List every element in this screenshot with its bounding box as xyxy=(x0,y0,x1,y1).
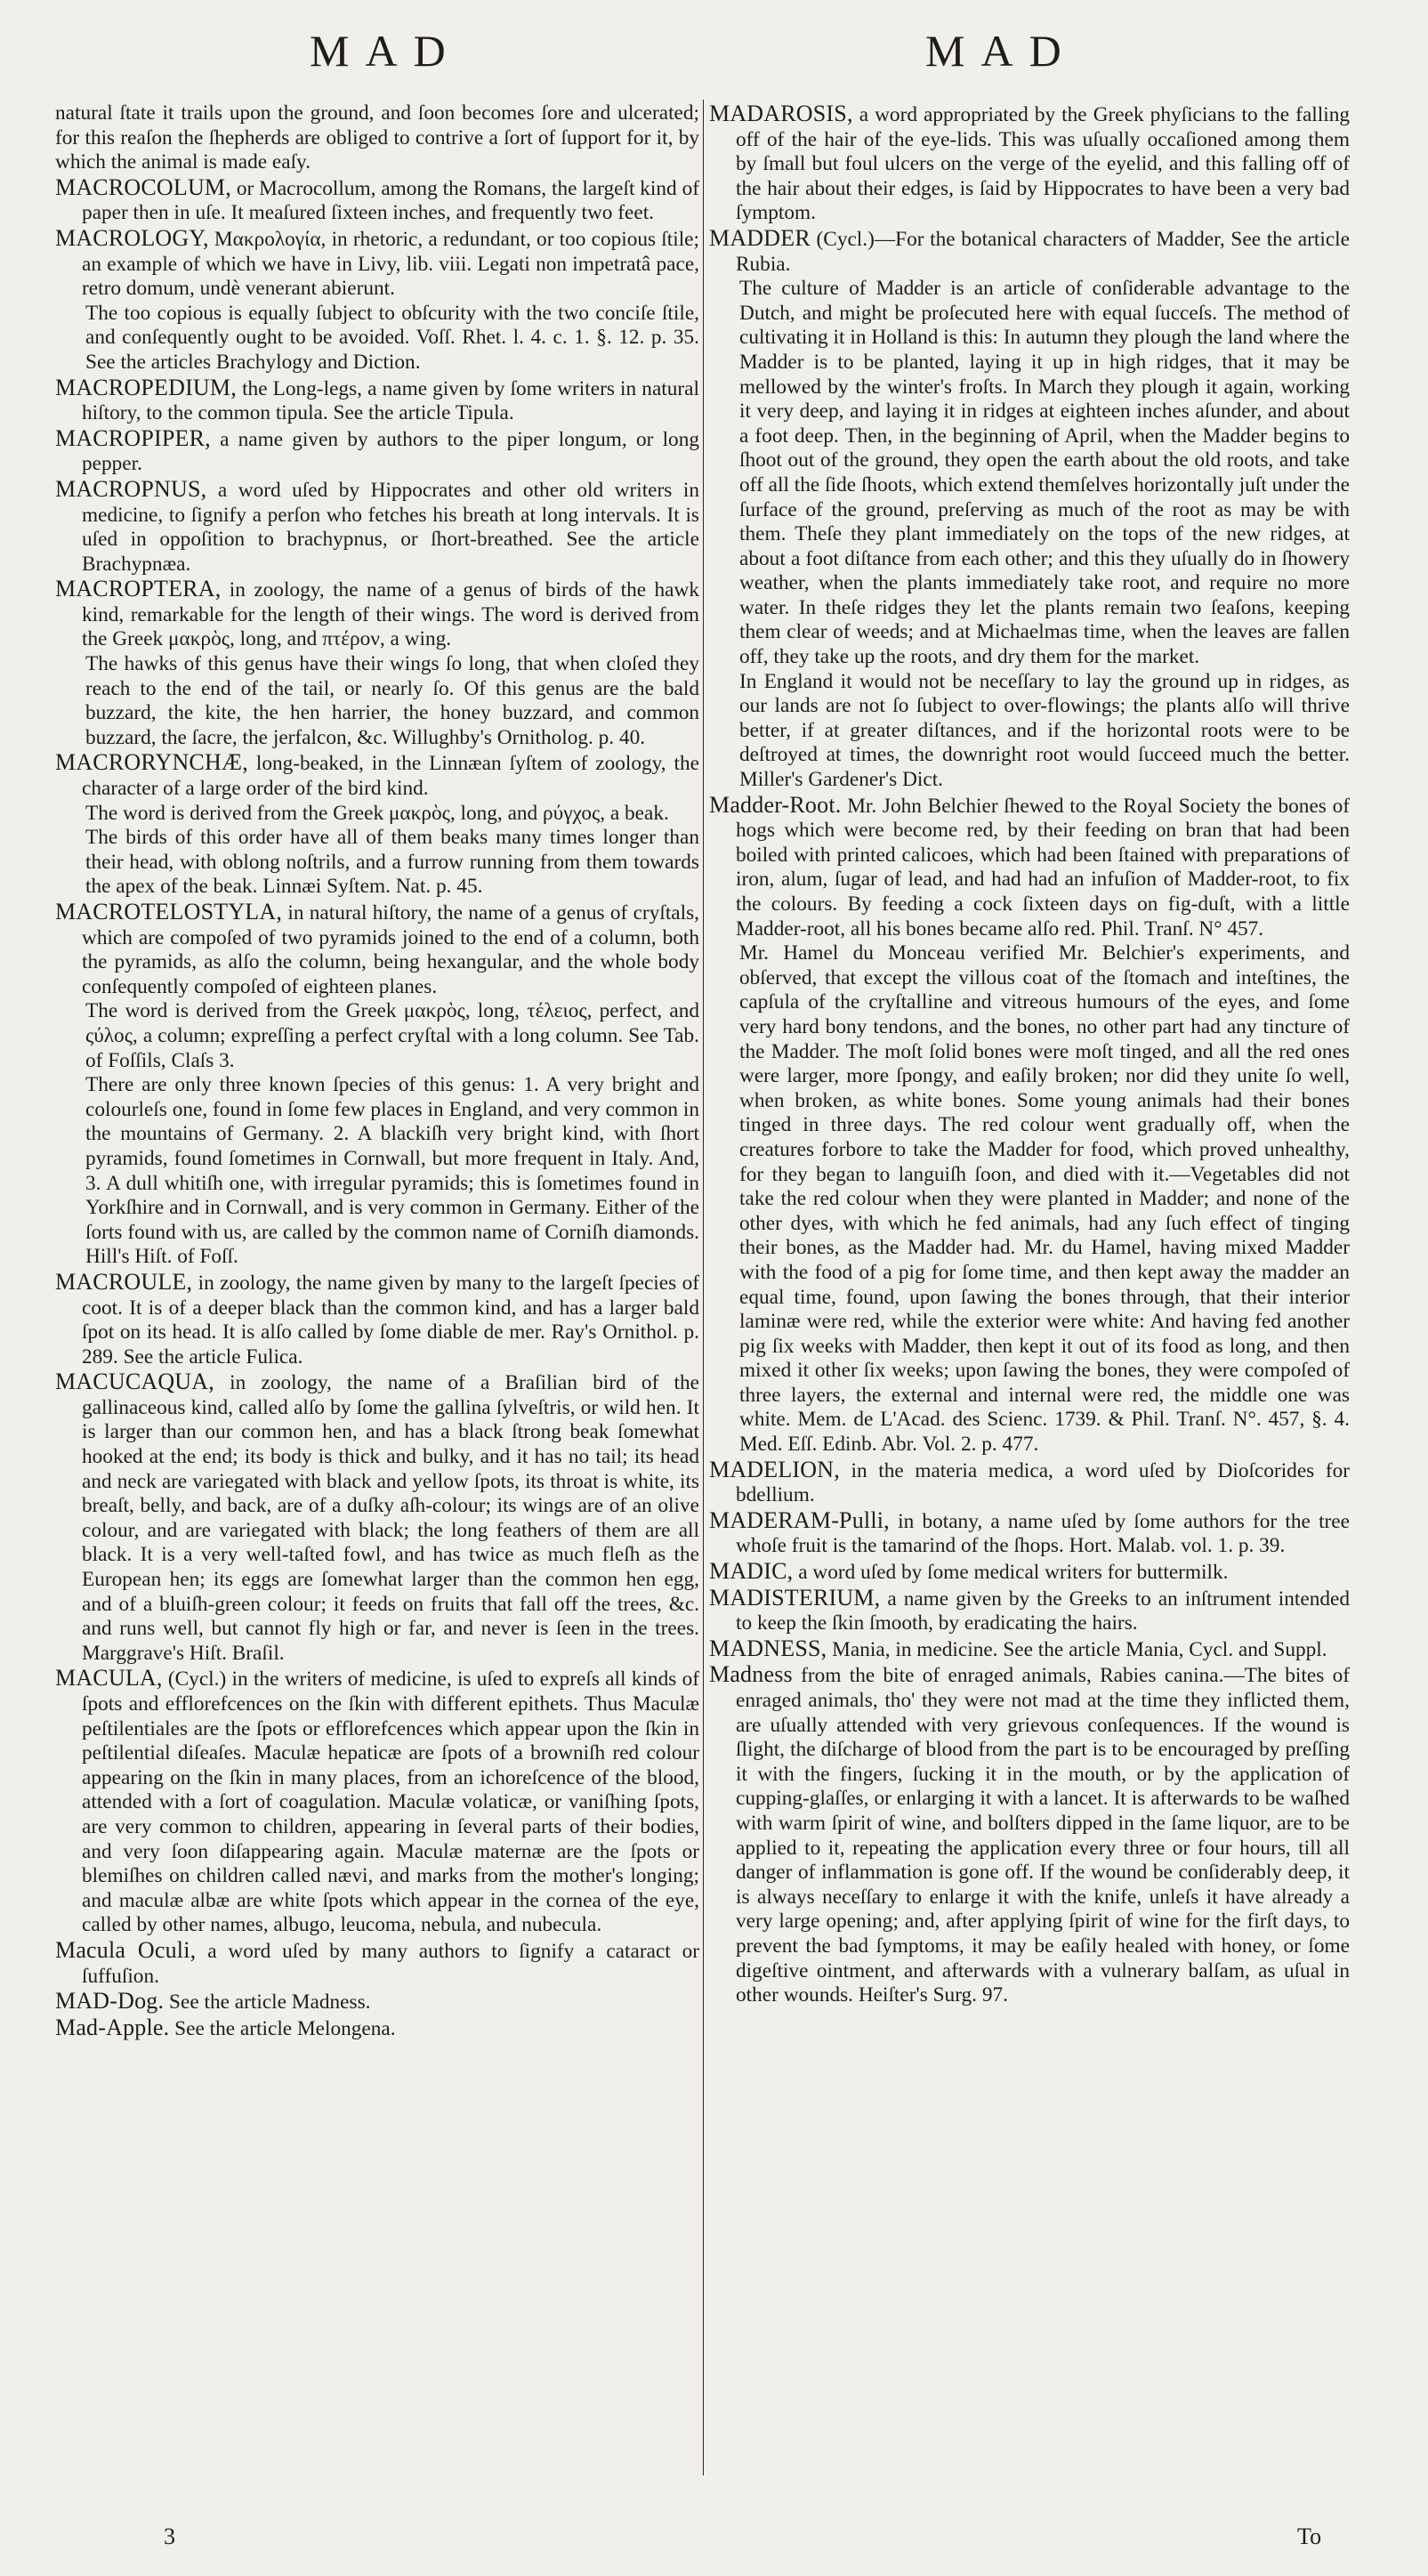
entry-text: in botany, a name uſed by ſome authors for the tree whoſe fruit is the tamarind of the ſhops. Hort. Malab. vol. 1. p. 39. xyxy=(736,1509,1350,1558)
entry-paragraph xyxy=(709,277,1350,670)
entry-text: in natural hiſtory, the name of a genus of cryſtals, which are compoſed of two pyramids joined to the end of a column, both the pyramids, as alſo the column, being hexangular, and the whole body conſequently compoſed of eighteen planes. xyxy=(82,901,699,998)
dictionary-entry xyxy=(55,1989,699,2015)
entry-paragraph xyxy=(709,670,1350,793)
entry-text: in zoology, the name given by many to the largeſt ſpecies of coot. It is of a deeper black than the common kind, and has a larger bald ſpot on its head. It is alſo called by ſome diable de mer. Ray's Ornithol. p. 289. See the article Fulica. xyxy=(82,1271,699,1369)
entry-text: a word uſed by Hippocrates and other old writers in medicine, to ſignify a perſon who fetches his breath at long intervals. It is uſed in oppoſition to brachypnus, or ſhort-breathed. See the article Brachypnæa. xyxy=(82,478,699,576)
dictionary-entry xyxy=(55,1270,699,1369)
entry-text: a name given by the Greeks to an inſtrument intended to keep the ſkin ſmooth, by eradicating the hairs. xyxy=(736,1587,1350,1635)
entry-paragraph xyxy=(55,302,699,375)
entry-text: See the article Madness. xyxy=(164,1991,371,2015)
entry-text: a word uſed by ſome medical writers for buttermilk. xyxy=(793,1561,1229,1585)
page-number: 3 xyxy=(164,2524,175,2549)
entry-text: The hawks of this genus have their wings ſo long, that when cloſed they reach to the end of the tail, or nearly ſo. Of this genus are the bald buzzard, the kite, the hen harrier, the honey buzzard, and common buzzard, the ſacre, the jerfalcon, &c. Willughby's Ornitholog. p. 40. xyxy=(85,652,699,749)
dictionary-entry xyxy=(55,175,699,226)
entry-text: long-beaked, in the Linnæan ſyſtem of zoology, the character of a large order of the bird kind. xyxy=(82,752,699,801)
entry-headword: MADNESS, xyxy=(709,1635,827,1661)
entry-text: There are only three known ſpecies of this genus: 1. A very bright and colourleſs one, found in ſome few places in England, and very common in the mountains of Germany. 2. A blackiſh very bright kind, with ſhort pyramids, found ſometimes in Cornwall, but more frequent in Italy. And, 3. A dull whitiſh one, with irregular pyramids; this is ſometimes found in Yorkſhire and in Cornwall, and is very common in Germany. Either of the ſorts found with us, are called by the common name of Corniſh diamonds. Hill's Hiſt. of Foſſ. xyxy=(85,1073,699,1269)
entry-text: Mr. Hamel du Monceau verified Mr. Belchier's experiments, and obſerved, that except the villous coat of the ſtomach and inteſtines, the capſula of the cryſtalline and vitreous humours of the eyes, and ſome very hard bony tendons, and the bones, no other part had any tincture of the Madder. The moſt ſolid bones were moſt tinged, and all the red ones were larger, more ſpongy, and eaſily broken; nor did they unite ſo well, when broken, as white bones. Some young animals had their bones tinged in three days. The red colour went gradually off, when the creatures forbore to take the Madder for food, which proved unhealthy, for they began to languiſh ſoon, and died with it.—Vegetables did not take the red colour when they were planted in Madder; and none of the other dyes, with which he fed animals, had any ſuch effect of tinging their bones, as the Madder had. Mr. du Hamel, having mixed Madder with the food of a pig for ſome time, and then kept away the madder an equal time, found, upon ſawing the bones through, that their interior laminæ were red, while the exterior were white: And having fed another pig ſix weeks with Madder, then kept it out of its food as long, and then mixed it other ſix weeks; upon ſawing the bones, they were compoſed of three layers, the external and internal were red, the middle one was white. Mem. de L'Acad. des Scienc. 1739. & Phil. Tranſ. N°. 457, §. 4. Med. Eſſ. Edinb. Abr. Vol. 2. p. 477. xyxy=(739,941,1350,1457)
entry-headword: MADIC, xyxy=(709,1558,794,1585)
dictionary-entry xyxy=(55,1938,699,1989)
dictionary-entry xyxy=(55,1369,699,1666)
entry-headword: MACROPTERA, xyxy=(55,576,222,602)
dictionary-entry xyxy=(709,101,1350,226)
entry-headword: MAD-Dog. xyxy=(55,1988,165,2015)
entry-headword: MADERAM-Pulli, xyxy=(709,1506,890,1533)
entry-headword: MACROTELOSTYLA, xyxy=(55,899,283,925)
entry-headword: MADDER xyxy=(709,224,811,251)
entry-text: Mania, in medicine. See the article Mania, Cycl. and Suppl. xyxy=(827,1637,1327,1661)
entry-paragraph xyxy=(55,1073,699,1270)
dictionary-entry xyxy=(55,375,699,426)
entry-headword: MACUCAQUA, xyxy=(55,1369,214,1395)
entry-text: The word is derived from the Greek μακρὸς, long, τέλειος, perfect, and ςύλος, a column; expreſſing a perfect cryſtal with a long column. See Tab. of Foſſils, Claſs 3. xyxy=(85,999,699,1072)
dictionary-entry xyxy=(709,1508,1350,1559)
dictionary-entry xyxy=(709,226,1350,277)
dictionary-entry xyxy=(55,477,699,577)
entry-text: a word uſed by many authors to ſignify a cataract or ſuffuſion. xyxy=(82,1939,700,1988)
entry-text: a word appropriated by the Greek phyſicians to the falling off of the hair of the eye-lids. This was uſually occaſioned among them by ſmall but foul ulcers on the verge of the eyelid, and this falling off of the hair about their edges, is ſaid by Hippocrates to have been a very bad ſymptom. xyxy=(736,103,1350,225)
entry-text: See the article Melongena. xyxy=(169,2016,396,2040)
catchword: To xyxy=(1297,2524,1322,2549)
entry-text: Μακρολογία, in rhetoric, a redundant, or too copious ſtile; an example of which we have in Livy, lib. viii. Legati non impetratâ pace, retro domum, undè venerant abierunt. xyxy=(82,227,699,301)
entry-headword: MACROPEDIUM, xyxy=(55,374,237,400)
entry-headword: MADELION, xyxy=(709,1456,840,1482)
dictionary-entry xyxy=(709,1458,1350,1508)
dictionary-entry xyxy=(709,1559,1350,1586)
column-divider xyxy=(703,100,704,2475)
dictionary-entry xyxy=(709,1636,1350,1663)
entry-paragraph xyxy=(55,652,699,750)
dictionary-entry xyxy=(55,2015,699,2042)
dictionary-entry xyxy=(709,793,1350,942)
dictionary-entry xyxy=(709,1662,1350,2007)
entry-text: (Cycl.)—For the botanical characters of Madder, See the article Rubia. xyxy=(736,227,1350,276)
entry-text: The birds of this order have all of them beaks many times longer than their head, with oblong noſtrils, and a furrow running from them towards the apex of the beak. Linnæi Syſtem. Nat. p. 45. xyxy=(85,826,699,899)
entry-headword: Madder-Root. xyxy=(709,791,842,818)
entry-text: The culture of Madder is an article of conſiderable advantage to the Dutch, and might be proſecuted here with equal ſucceſs. The method of cultivating it in Holland is this: In autumn they plough the land where the Madder is to be planted, laying it up in high ridges, that it may be mellowed by the winter's froſts. In March they plough it again, working it very deep, and laying it in ridges at eighteen inches aſunder, and about a foot deep. Then, in the beginning of April, when the Madder begins to ſhoot out of the ground, they open the earth about the old roots, and take off all the ſide ſhoots, which extend themſelves horizontally juſt under the ſurface of the ground, preſerving as much of the root as may be with them. Theſe they plant immediately on the tops of the new ridges, at about a foot diſtance from each other; and this they uſually do in ſhowery weather, when the plants immediately take root, and require no more water. In theſe ridges they let the plants remain two ſeaſons, keeping them clear of weeds; and at Michaelmas time, when the leaves are fallen off, they take up the roots, and dry them for the market. xyxy=(739,277,1350,669)
entry-text: In England it would not be neceſſary to lay the ground up in ridges, as our lands are not ſo ſubject to over-flowings; the plants alſo will thrive better, if at greater diſtances, and if the horizontal roots were to be deſtroyed at times, the downright root would ſucceed much the better. Miller's Gardener's Dict. xyxy=(739,669,1350,792)
entry-headword: MACROULE, xyxy=(55,1268,193,1295)
dictionary-entry xyxy=(55,900,699,999)
entry-text: in the materia medica, a word uſed by Dioſcorides for bdellium. xyxy=(736,1458,1350,1507)
entry-text: The too copious is equally ſubject to obſcurity with the two conciſe ſtile, and conſequently ought to be avoided. Voſſ. Rhet. l. 4. c. 1. §. 12. p. 35. See the articles Brachylogy and Diction. xyxy=(85,301,699,374)
dictionary-entry xyxy=(55,426,699,477)
entry-paragraph xyxy=(55,802,699,827)
entry-paragraph xyxy=(709,941,1350,1457)
entry-text: or Macrocollum, among the Romans, the largeſt kind of paper then in uſe. It meaſured ſixteen inches, and frequently two feet. xyxy=(82,176,699,225)
entry-headword: MACROPIPER, xyxy=(55,424,211,451)
running-head xyxy=(0,25,1428,78)
dictionary-entry xyxy=(55,1666,699,1938)
entry-headword: MADAROSIS, xyxy=(709,101,853,126)
entry-headword: MADISTERIUM, xyxy=(709,1584,881,1611)
entry-headword: MACROPNUS, xyxy=(55,475,207,502)
left-column xyxy=(55,101,699,2041)
entry-headword: MACRORYNCHÆ, xyxy=(55,749,248,776)
entry-text: natural ſtate it trails upon the ground, and ſoon becomes ſore and ulcerated; for this reaſon the ſhepherds are obliged to contrive a ſort of ſupport for it, by which the animal is made eaſy. xyxy=(55,101,699,174)
dictionary-entry xyxy=(55,577,699,652)
entry-headword: Madness xyxy=(709,1661,793,1688)
entry-headword: Macula Oculi, xyxy=(55,1936,197,1963)
dictionary-entry xyxy=(55,226,699,302)
right-column xyxy=(709,101,1350,2008)
entry-text: in zoology, the name of a genus of birds of the hawk kind, remarkable for the length of their wings. The word is derived from the Greek μακρὸς, long, and πτέρον, a wing. xyxy=(82,578,699,651)
entry-text: Mr. John Belchier ſhewed to the Royal Society the bones of hogs which were become red, by their feeding on bran that had been boiled with printed calicoes, which had been ſtained with preparations of iron, alum, ſugar of lead, and had had an infuſion of Madder-root, to fix the colours. By feeding a cock ſixteen days on fig-duſt, with a little Madder-root, all his bones became alſo red. Phil. Tranſ. N° 457. xyxy=(736,794,1350,941)
entry-text: the Long-legs, a name given by ſome writers in natural hiſtory, to the common tipula. See the article Tipula. xyxy=(82,376,699,425)
entry-headword: Mad-Apple. xyxy=(55,2014,170,2040)
entry-text: (Cycl.) in the writers of medicine, is uſed to expreſs all kinds of ſpots and efflorefcences on the ſkin with different epithets. Thus Maculæ peſtilentiales are the ſpots or efflorefcences which appear upon the ſkin in peſtilential diſeaſes. Maculæ hepaticæ are ſpots of a browniſh red colour appearing on the ſkin in many places, from an ichoreſcence of the blood, attended with a ſort of coagulation. Maculæ volaticæ, or vaniſhing ſpots, are very common to children, appearing in ſeveral parts of their bodies, and very ſoon diſappearing again. Maculæ maternæ are the ſpots or blemiſhes on children called nævi, and marks from the mother's longing; and maculæ albæ are white ſpots which appear in the cornea of the eye, called by other names, albugo, leucoma, nebula, and nubecula. xyxy=(82,1668,699,1937)
dictionary-entry xyxy=(709,1586,1350,1636)
running-head-right: MAD xyxy=(925,26,1077,76)
entry-text: a name given by authors to the piper longum, or long pepper. xyxy=(82,427,699,476)
entry-paragraph xyxy=(55,999,699,1073)
entry-headword: MACULA, xyxy=(55,1665,163,1692)
entry-paragraph xyxy=(55,826,699,900)
running-head-left: MAD xyxy=(310,26,462,76)
dictionary-entry xyxy=(55,750,699,801)
entry-text: from the bite of enraged animals, Rabies canina.—The bites of enraged animals, tho' they were not mad at the time they inflicted them, are uſually attended with very grievous conſequences. If the wound is ſlight, the diſcharge of blood from the part is to be encouraged by preſſing it with the fingers, ſucking it in the mouth, or by the application of cupping-glaſſes, or enlarging it with a lancet. It is afterwards to be waſhed with warm ſpirit of wine, and bolſters dipped in the ſame liquor, are to be applied to it, repeating the application every three or four hours, till all danger of inflammation is gone off. If the wound be conſiderably deep, it is always neceſſary to enlarge it with the knife, unleſs it have already a very large opening; and, after applying ſpirit of wine for the firſt days, to prevent the bad ſymptoms, it may be eaſily healed with honey, or ſome digeſtive ointment, and afterwards with a vulnerary balſam, as uſual in other wounds. Heiſter's Surg. 97. xyxy=(736,1664,1350,2007)
entry-text: in zoology, the name of a Braſilian bird of the gallinaceous kind, called alſo by ſome the gallina ſylveſtris, or wild hen. It is larger than our common hen, and has a black ſtrong beak ſomewhat hooked at the end; its body is thick and bulky, and it has no tail; its head and neck are variegated with black and yellow ſpots, its throat is white, its breaſt, belly, and back, are of a duſky aſh-colour; its wings are of an olive colour, and are variegated with black; the long feathers of them are all black. It is a very well-taſted fowl, and has twice as much fleſh as the European hen; its eggs are ſomewhat larger than the common hen egg, and of a bluiſh-green colour; it feeds on fruits that fall off the trees, &c. and runs well, but cannot fly high or far, and never is ſeen in the trees. Marggrave's Hiſt. Braſil. xyxy=(82,1371,699,1665)
entry-headword: MACROCOLUM, xyxy=(55,174,231,200)
entry-text: The word is derived from the Greek μακρὸς, long, and ρύγχος, a beak. xyxy=(85,801,669,825)
entry-paragraph xyxy=(55,101,699,175)
entry-headword: MACROLOGY, xyxy=(55,224,209,251)
